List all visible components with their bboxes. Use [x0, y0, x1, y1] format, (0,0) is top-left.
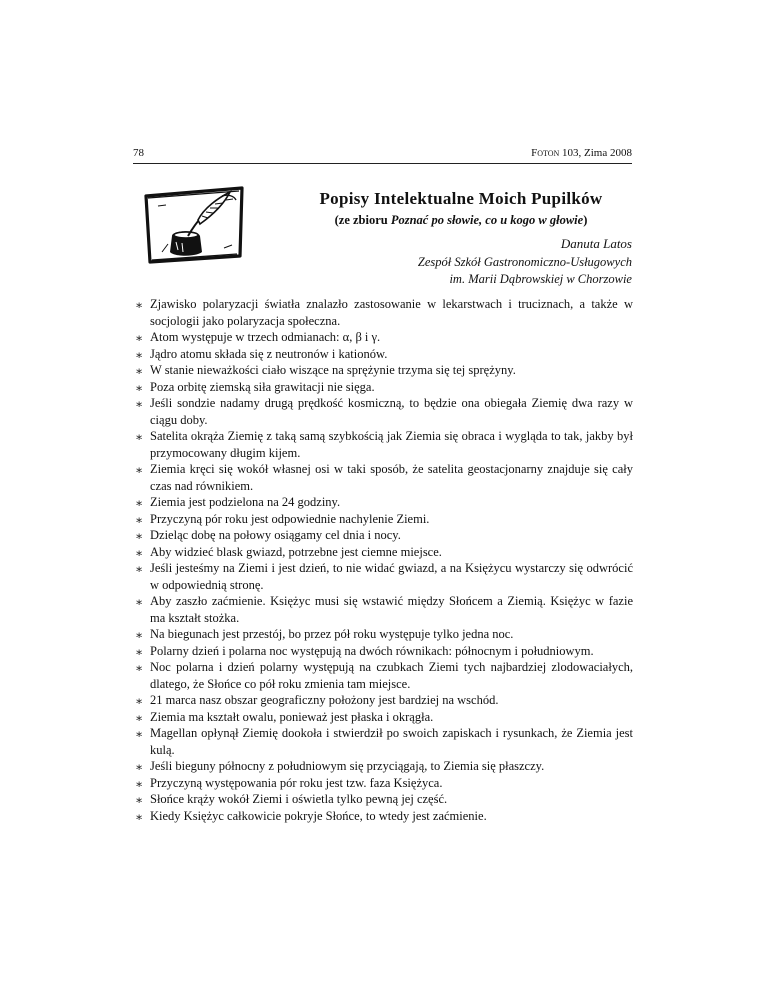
bullet-asterisk: ∗ — [135, 496, 144, 510]
quote-text: Jeśli jesteśmy na Ziemi i jest dzień, to nie widać gwiazd, a na Księżycu wystarczy się odwrócić w odpowiednią stronę. — [150, 561, 633, 592]
bullet-asterisk: ∗ — [135, 545, 144, 560]
source-collection-title: Poznać po słowie, co u kogo w głowie — [390, 213, 584, 227]
header-rule — [133, 163, 632, 164]
quote-item — [135, 511, 633, 528]
bullet-asterisk: ∗ — [135, 661, 144, 675]
bullet-asterisk: ∗ — [135, 331, 144, 345]
quote-text: W stanie nieważkości ciało wiszące na sprężynie trzyma się tej sprężyny. — [150, 363, 516, 377]
quote-text: Jądro atomu składa się z neutronów i kationów. — [150, 346, 388, 361]
quote-text: Dzieląc dobę na połowy osiągamy cel dnia i nocy. — [150, 528, 401, 542]
quote-text: Jeśli sondzie nadamy drugą prędkość kosmiczną, to będzie ona obiegała Ziemię dwa razy w ciągu doby. — [150, 396, 633, 427]
quote-item — [135, 362, 633, 379]
quote-item — [135, 643, 633, 660]
bullet-asterisk: ∗ — [135, 595, 144, 609]
quote-item — [135, 775, 633, 792]
quote-item — [135, 791, 633, 808]
quote-text: Polarny dzień i polarna noc występują na dwóch równikach: północnym i południowym. — [150, 643, 594, 658]
quote-text: Przyczyną pór roku jest odpowiednie nachylenie Ziemi. — [150, 511, 430, 526]
quote-text: 21 marca nasz obszar geograficzny położony jest bardziej na wschód. — [150, 693, 499, 707]
quote-text: Jeśli bieguny północny z południowym się przyciągają, to Ziemia się płaszczy. — [150, 759, 545, 773]
affiliation-line: im. Marii Dąbrowskiej w Chorzowie — [449, 272, 632, 286]
bullet-asterisk: ∗ — [135, 760, 144, 774]
quote-item — [135, 659, 633, 692]
author-affiliation — [418, 254, 632, 288]
quote-item — [135, 560, 633, 593]
quote-item — [135, 692, 633, 709]
quote-item — [135, 461, 633, 494]
article-title: Popisy Intelektualne Moich Pupilków — [319, 189, 603, 208]
quote-text: Kiedy Księżyc całkowicie pokryje Słońce, to wtedy jest zaćmienie. — [150, 808, 487, 823]
bullet-asterisk: ∗ — [135, 529, 144, 543]
bullet-asterisk: ∗ — [135, 430, 144, 444]
issue-info: 103, Zima 2008 — [562, 147, 632, 159]
bullet-asterisk: ∗ — [135, 562, 144, 576]
quote-item — [135, 346, 633, 363]
quote-item — [135, 626, 633, 643]
quote-text: Aby widzieć blask gwiazd, potrzebne jest ciemne miejsce. — [150, 544, 442, 559]
quote-item — [135, 527, 633, 544]
quote-item — [135, 329, 633, 346]
bullet-asterisk: ∗ — [135, 397, 144, 411]
quote-text: Aby zaszło zaćmienie. Księżyc musi się wstawić między Słońcem a Ziemią. Księżyc w fazie ma kształt stożka. — [150, 594, 633, 625]
inkwell-quill-icon — [138, 182, 250, 268]
quote-text: Na biegunach jest przestój, bo przez pół roku występuje tylko jedna noc. — [150, 627, 514, 641]
bullet-asterisk: ∗ — [135, 776, 144, 791]
quote-item — [135, 428, 633, 461]
author-name: Danuta Latos — [560, 236, 632, 251]
bullet-asterisk: ∗ — [135, 710, 144, 725]
quote-item — [135, 593, 633, 626]
bullet-asterisk: ∗ — [135, 380, 144, 395]
quote-text: Zjawisko polaryzacji światła znalazło zastosowanie w lekarstwach i truciznach, a także w socjologii jako polaryzacja społeczna. — [150, 297, 633, 328]
bullet-asterisk: ∗ — [135, 347, 144, 362]
quote-text: Ziemia ma kształt owalu, ponieważ jest płaska i okrągła. — [150, 709, 434, 724]
bullet-asterisk: ∗ — [135, 793, 144, 807]
journal-name: Foton — [531, 147, 560, 159]
quote-text: Ziemia jest podzielona na 24 godziny. — [150, 495, 341, 509]
quote-item — [135, 709, 633, 726]
article-subtitle: (ze zbioru Poznać po słowie, co u kogo w głowie) — [334, 213, 588, 227]
quote-text: Atom występuje w trzech odmianach: α, β i γ. — [150, 330, 381, 344]
bullet-asterisk: ∗ — [135, 727, 144, 741]
bullet-asterisk: ∗ — [135, 644, 144, 659]
quote-text: Magellan opłynął Ziemię dookoła i stwierdził po swoich zapiskach i rysunkach, że Ziemia jest kulą. — [150, 726, 633, 757]
quote-text: Słońce krąży wokół Ziemi i oświetla tylko pewną jej część. — [150, 792, 448, 806]
affiliation-line: Zespół Szkół Gastronomiczno-Usługowych — [417, 255, 632, 269]
student-quotes-list — [135, 296, 633, 824]
quote-text: Satelita okrąża Ziemię z taką samą szybkością jak Ziemia się obraca i wygląda to tak, jakby był przymocowany długim kijem. — [150, 429, 633, 460]
bullet-asterisk: ∗ — [135, 463, 144, 477]
quote-item — [135, 725, 633, 758]
running-header — [531, 147, 632, 159]
quote-item — [135, 544, 633, 561]
quote-text: Ziemia kręci się wokół własnej osi w taki sposób, że satelita geostacjonarny znajduje się cały czas nad równikiem. — [150, 462, 633, 493]
bullet-asterisk: ∗ — [135, 364, 144, 378]
quote-text: Noc polarna i dzień polarny występują na czubkach Ziemi tych najbardziej zlodowaciałych, dlatego, że Słońce co pół roku zmienia tam miejsce. — [150, 660, 633, 691]
quote-text: Poza orbitę ziemską siła grawitacji nie sięga. — [150, 379, 375, 394]
bullet-asterisk: ∗ — [135, 809, 144, 824]
quote-item — [135, 379, 633, 396]
quote-item — [135, 494, 633, 511]
bullet-asterisk: ∗ — [135, 694, 144, 708]
quote-item — [135, 395, 633, 428]
quote-item — [135, 808, 633, 825]
quote-text: Przyczyną występowania pór roku jest tzw. faza Księżyca. — [150, 775, 443, 790]
bullet-asterisk: ∗ — [135, 628, 144, 642]
quote-item — [135, 296, 633, 329]
bullet-asterisk: ∗ — [135, 512, 144, 527]
bullet-asterisk: ∗ — [135, 298, 144, 312]
quote-item — [135, 758, 633, 775]
page-number: 78 — [133, 147, 144, 159]
